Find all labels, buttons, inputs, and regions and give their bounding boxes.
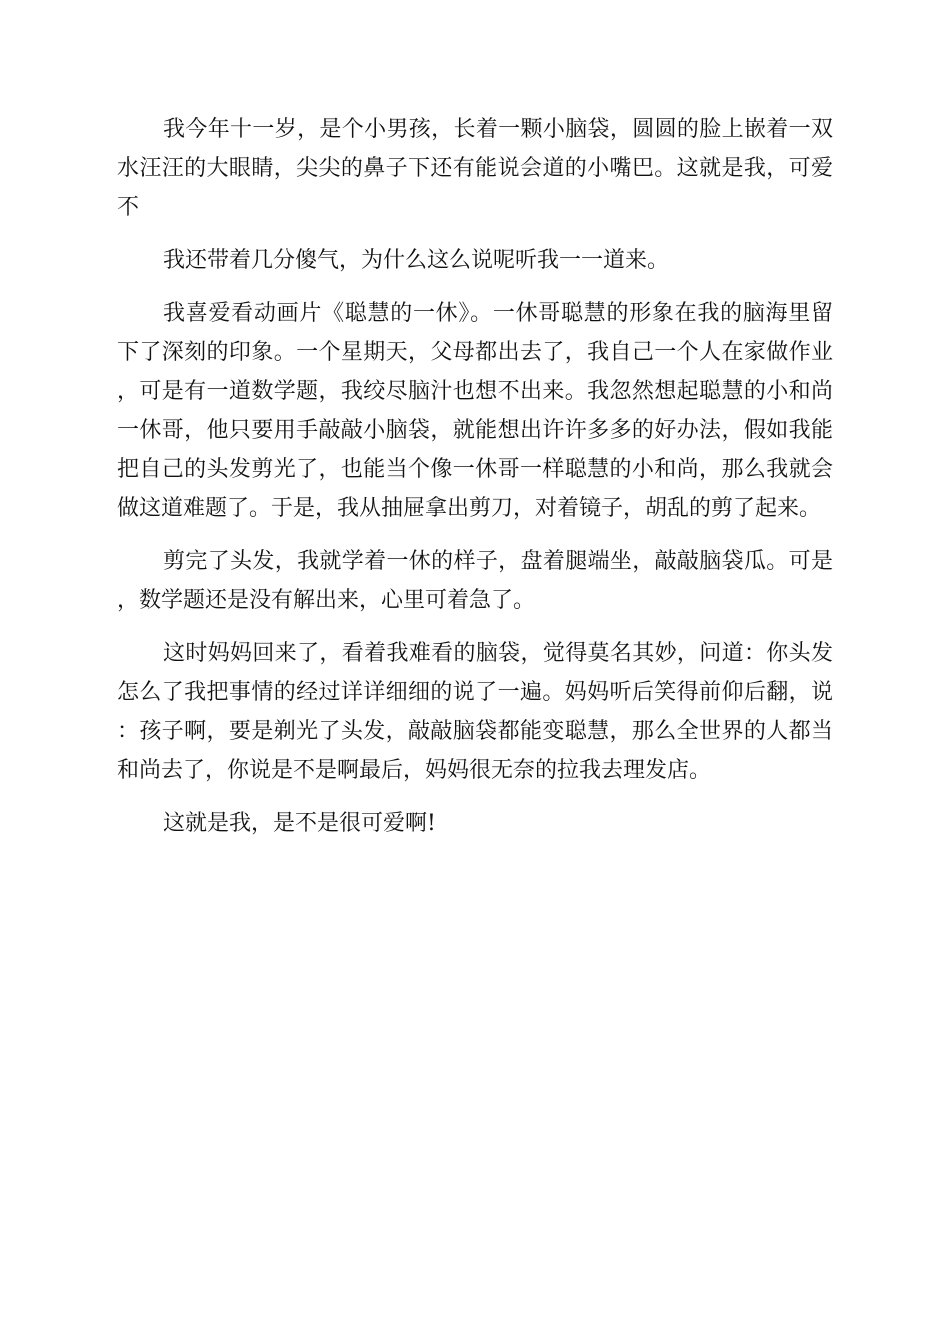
document-page xyxy=(117,110,833,857)
paragraph-1: 我今年十一岁，是个小男孩，长着一颗小脑袋，圆圆的脸上嵌着一双水汪汪的大眼睛，尖尖的鼻子下还有能说会道的小嘴巴。这就是我，可爱不 xyxy=(117,117,833,220)
paragraph-2: 我还带着几分傻气，为什么这么说呢听我一一道来。 xyxy=(163,248,670,273)
paragraph-4: 剪完了头发，我就学着一休的样子，盘着腿端坐，敲敲脑袋瓜。可是，数学题还是没有解出来，心里可着急了。 xyxy=(117,549,833,613)
paragraph-3: 我喜爱看动画片《聪慧的一休》。一休哥聪慧的形象在我的脑海里留下了深刻的印象。一个星期天，父母都出去了，我自己一个人在家做作业，可是有一道数学题，我绞尽脑汁也想不出来。我忽然想起聪慧的小和尚一休哥，他只要用手敲敲小脑袋，就能想出许许多多的好办法，假如我能把自己的头发剪光了，也能当个像一休哥一样聪慧的小和尚，那么我就会做这道难题了。于是，我从抽屉拿出剪刀，对着镜子，胡乱的剪了起来。 xyxy=(117,301,833,521)
paragraph-6: 这就是我，是不是很可爱啊! xyxy=(163,811,436,836)
paragraph-5: 这时妈妈回来了，看着我难看的脑袋，觉得莫名其妙，问道：你头发怎么了我把事情的经过详详细细的说了一遍。妈妈听后笑得前仰后翻，说：孩子啊，要是剃光了头发，敲敲脑袋都能变聪慧，那么全世界的人都当和尚去了，你说是不是啊最后，妈妈很无奈的拉我去理发店。 xyxy=(117,641,833,783)
